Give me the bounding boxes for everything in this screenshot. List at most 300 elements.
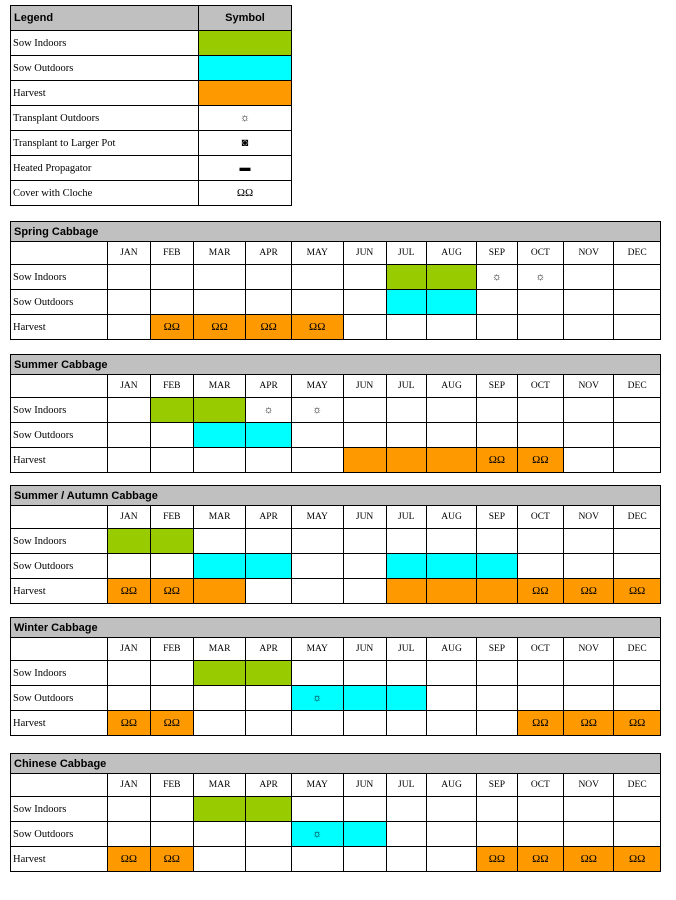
month-label: JUN	[343, 506, 386, 529]
month-label: MAY	[291, 375, 343, 398]
calendar-cell	[108, 315, 151, 340]
legend-header-label: Legend	[11, 6, 199, 31]
month-header-row	[11, 638, 661, 661]
month-label: NOV	[564, 638, 614, 661]
legend-table	[10, 5, 292, 206]
calendar-cell	[246, 554, 291, 579]
calendar-cell	[426, 822, 476, 847]
calendar-cell	[343, 686, 386, 711]
month-label: SEP	[477, 638, 517, 661]
month-label: SEP	[477, 242, 517, 265]
calendar-row	[11, 265, 661, 290]
calendar-row-label: Sow Outdoors	[11, 822, 108, 847]
month-label: OCT	[517, 242, 564, 265]
calendar-cell	[386, 579, 426, 604]
calendar-cell	[386, 290, 426, 315]
calendar-cell	[386, 529, 426, 554]
calendar-row	[11, 554, 661, 579]
calendar-cell	[193, 265, 246, 290]
legend-row	[11, 156, 292, 181]
calendar-cell	[517, 398, 564, 423]
calendar-cell: ☼	[477, 265, 517, 290]
calendar-cell	[564, 290, 614, 315]
month-label: FEB	[150, 638, 193, 661]
calendar-cell	[426, 711, 476, 736]
month-header-blank	[11, 638, 108, 661]
calendar-cell	[386, 315, 426, 340]
calendar-cell: ΩΩ	[517, 448, 564, 473]
calendar-cell	[193, 554, 246, 579]
calendar-cell	[343, 448, 386, 473]
month-label: FEB	[150, 506, 193, 529]
legend-row	[11, 56, 292, 81]
calendar-cell	[246, 711, 291, 736]
calendar-cell	[108, 686, 151, 711]
calendar-cell	[343, 290, 386, 315]
calendar-cell	[517, 529, 564, 554]
calendar-cell: ΩΩ	[108, 579, 151, 604]
calendar-cell	[343, 554, 386, 579]
legend-row	[11, 31, 292, 56]
calendar-cell: ΩΩ	[564, 579, 614, 604]
calendar-cell	[386, 265, 426, 290]
month-label: MAY	[291, 506, 343, 529]
calendar-cell	[614, 661, 661, 686]
calendar-row	[11, 315, 661, 340]
calendar-cell: ΩΩ	[614, 847, 661, 872]
calendar-cell	[343, 315, 386, 340]
legend-row-label: Transplant to Larger Pot	[11, 131, 199, 156]
legend-row-symbol	[199, 31, 292, 56]
month-header-blank	[11, 774, 108, 797]
calendar-cell	[564, 686, 614, 711]
calendar-cell	[426, 797, 476, 822]
month-header-row	[11, 242, 661, 265]
calendar-cell	[291, 847, 343, 872]
calendar-row-label: Sow Indoors	[11, 661, 108, 686]
legend-row-symbol: ◙	[199, 131, 292, 156]
month-label: JAN	[108, 774, 151, 797]
calendar-cell	[426, 661, 476, 686]
month-label: OCT	[517, 506, 564, 529]
month-label: MAR	[193, 506, 246, 529]
calendar-cell: ΩΩ	[517, 579, 564, 604]
calendar-cell	[246, 686, 291, 711]
month-label: JUL	[386, 375, 426, 398]
calendar-cell	[517, 423, 564, 448]
legend-row	[11, 81, 292, 106]
month-label: MAY	[291, 638, 343, 661]
legend-row-symbol	[199, 81, 292, 106]
month-label: JAN	[108, 375, 151, 398]
month-label: AUG	[426, 242, 476, 265]
legend-row-label: Harvest	[11, 81, 199, 106]
calendar-cell: ΩΩ	[246, 315, 291, 340]
calendar-cell	[517, 686, 564, 711]
calendar-cell	[291, 290, 343, 315]
month-label: JAN	[108, 638, 151, 661]
calendar-cell	[343, 579, 386, 604]
calendar-row-label: Sow Outdoors	[11, 686, 108, 711]
calendar-cell: ΩΩ	[193, 315, 246, 340]
month-label: JUL	[386, 506, 426, 529]
calendar-row	[11, 579, 661, 604]
calendar-row-label: Harvest	[11, 711, 108, 736]
calendar-cell	[150, 290, 193, 315]
calendar-cell	[426, 315, 476, 340]
calendar-cell	[477, 423, 517, 448]
calendar-cell	[386, 686, 426, 711]
month-label: JAN	[108, 506, 151, 529]
calendar-cell	[246, 579, 291, 604]
calendar-title: Summer / Autumn Cabbage	[11, 486, 661, 506]
calendar-cell	[426, 554, 476, 579]
calendar-title: Spring Cabbage	[11, 222, 661, 242]
calendar-cell	[614, 448, 661, 473]
calendar-cell	[426, 398, 476, 423]
calendar-cell: ΩΩ	[150, 315, 193, 340]
month-header-row	[11, 774, 661, 797]
calendar-cell	[108, 661, 151, 686]
calendar-row-label: Harvest	[11, 847, 108, 872]
calendar-cell	[246, 797, 291, 822]
calendar-cell	[150, 661, 193, 686]
calendar-cell	[291, 797, 343, 822]
calendar-cell	[386, 711, 426, 736]
legend-row	[11, 181, 292, 206]
calendar-cell	[193, 797, 246, 822]
calendar-row	[11, 529, 661, 554]
calendar-row-label: Harvest	[11, 579, 108, 604]
month-label: JUN	[343, 242, 386, 265]
month-header-blank	[11, 242, 108, 265]
calendar-table	[10, 485, 661, 604]
month-label: AUG	[426, 375, 476, 398]
calendar-cell	[246, 822, 291, 847]
calendar-cell	[477, 315, 517, 340]
calendar-row	[11, 661, 661, 686]
calendar-cell	[386, 822, 426, 847]
calendar-title: Winter Cabbage	[11, 618, 661, 638]
month-label: DEC	[614, 506, 661, 529]
calendar-cell	[150, 423, 193, 448]
calendar-cell	[426, 290, 476, 315]
calendar-cell	[150, 554, 193, 579]
calendar-cell	[246, 529, 291, 554]
calendar-cell	[477, 579, 517, 604]
legend-row	[11, 131, 292, 156]
calendar-cell	[108, 290, 151, 315]
month-label: JUL	[386, 638, 426, 661]
calendar-cell	[291, 554, 343, 579]
calendar-cell	[291, 265, 343, 290]
calendar-cell	[193, 686, 246, 711]
calendar-title: Chinese Cabbage	[11, 754, 661, 774]
calendar-cell: ΩΩ	[477, 847, 517, 872]
calendar-cell	[564, 315, 614, 340]
calendar-cell: ΩΩ	[108, 847, 151, 872]
calendar-cell	[193, 579, 246, 604]
month-label: MAY	[291, 774, 343, 797]
calendar-cell: ☼	[291, 398, 343, 423]
calendar-cell: ΩΩ	[564, 711, 614, 736]
calendar-row	[11, 797, 661, 822]
calendar-cell	[343, 711, 386, 736]
calendar-row	[11, 711, 661, 736]
calendar-cell	[614, 265, 661, 290]
month-header-blank	[11, 506, 108, 529]
calendar-cell: ΩΩ	[150, 847, 193, 872]
calendar-cell	[193, 423, 246, 448]
month-label: APR	[246, 774, 291, 797]
calendar-cell	[426, 529, 476, 554]
calendar-cell: ΩΩ	[517, 847, 564, 872]
month-label: OCT	[517, 774, 564, 797]
month-label: DEC	[614, 242, 661, 265]
calendar-cell: ☼	[291, 686, 343, 711]
calendar-cell	[386, 423, 426, 448]
calendar-cell	[517, 290, 564, 315]
calendar-cell	[108, 423, 151, 448]
calendar-cell	[150, 529, 193, 554]
calendar-cell	[614, 290, 661, 315]
month-label: JUL	[386, 242, 426, 265]
calendar-cell	[291, 448, 343, 473]
calendar-cell	[343, 529, 386, 554]
calendar-cell	[477, 398, 517, 423]
month-label: OCT	[517, 638, 564, 661]
calendar-cell	[564, 797, 614, 822]
calendar-cell	[426, 448, 476, 473]
legend-row-label: Heated Propagator	[11, 156, 199, 181]
month-label: APR	[246, 375, 291, 398]
calendar-cell	[477, 529, 517, 554]
calendar-row-label: Sow Indoors	[11, 797, 108, 822]
calendar-row	[11, 847, 661, 872]
calendar-cell: ΩΩ	[614, 711, 661, 736]
calendar-cell	[291, 423, 343, 448]
calendar-cell	[426, 847, 476, 872]
calendar-cell: ΩΩ	[517, 711, 564, 736]
calendar-cell	[343, 423, 386, 448]
calendar-cell	[477, 686, 517, 711]
calendar-table	[10, 617, 661, 736]
calendar-cell	[517, 661, 564, 686]
legend-row	[11, 106, 292, 131]
calendar-cell	[517, 822, 564, 847]
month-label: FEB	[150, 242, 193, 265]
month-label: JAN	[108, 242, 151, 265]
month-label: JUL	[386, 774, 426, 797]
month-label: NOV	[564, 774, 614, 797]
calendar-cell	[246, 423, 291, 448]
calendar-cell: ΩΩ	[150, 711, 193, 736]
month-label: MAR	[193, 774, 246, 797]
calendar-cell	[477, 822, 517, 847]
calendar-cell	[246, 847, 291, 872]
calendar-cell	[614, 315, 661, 340]
calendar-cell	[291, 529, 343, 554]
calendar-cell	[150, 686, 193, 711]
calendar-cell	[477, 797, 517, 822]
calendar-cell	[193, 529, 246, 554]
calendar-cell	[614, 822, 661, 847]
calendar-cell	[343, 797, 386, 822]
calendar-cell	[614, 529, 661, 554]
calendar-table	[10, 354, 661, 473]
calendar-cell	[193, 847, 246, 872]
calendar-cell	[426, 423, 476, 448]
calendar-cell: ΩΩ	[150, 579, 193, 604]
calendar-cell	[108, 797, 151, 822]
month-label: AUG	[426, 506, 476, 529]
month-label: APR	[246, 506, 291, 529]
calendar-cell	[477, 711, 517, 736]
calendar-cell	[246, 265, 291, 290]
calendar-cell	[477, 554, 517, 579]
month-header-row	[11, 506, 661, 529]
calendar-row-label: Sow Outdoors	[11, 423, 108, 448]
calendar-cell	[150, 265, 193, 290]
month-label: SEP	[477, 774, 517, 797]
month-label: MAR	[193, 375, 246, 398]
month-label: MAR	[193, 638, 246, 661]
month-header-row	[11, 375, 661, 398]
calendar-cell	[564, 822, 614, 847]
calendar-cell	[150, 797, 193, 822]
calendar-cell	[343, 661, 386, 686]
calendar-cell	[193, 711, 246, 736]
calendar-cell	[614, 554, 661, 579]
calendar-cell	[193, 661, 246, 686]
calendar-cell	[477, 661, 517, 686]
calendar-cell: ΩΩ	[614, 579, 661, 604]
calendar-row	[11, 448, 661, 473]
month-label: NOV	[564, 242, 614, 265]
calendar-cell	[150, 398, 193, 423]
calendar-row-label: Sow Outdoors	[11, 554, 108, 579]
calendar-cell	[386, 797, 426, 822]
month-label: DEC	[614, 638, 661, 661]
calendar-row-label: Sow Indoors	[11, 398, 108, 423]
month-label: SEP	[477, 506, 517, 529]
month-label: MAY	[291, 242, 343, 265]
calendar-cell	[291, 661, 343, 686]
calendar-cell	[150, 448, 193, 473]
calendar-row	[11, 822, 661, 847]
month-label: APR	[246, 638, 291, 661]
legend-row-label: Sow Indoors	[11, 31, 199, 56]
calendar-cell: ΩΩ	[108, 711, 151, 736]
calendar-cell	[564, 398, 614, 423]
calendar-cell	[564, 554, 614, 579]
calendar-cell	[343, 398, 386, 423]
calendar-cell	[564, 529, 614, 554]
month-label: APR	[246, 242, 291, 265]
calendar-row-label: Harvest	[11, 315, 108, 340]
month-header-blank	[11, 375, 108, 398]
calendar-cell	[517, 554, 564, 579]
legend-row-symbol: ☼	[199, 106, 292, 131]
calendar-cell	[150, 822, 193, 847]
calendar-cell	[343, 822, 386, 847]
calendar-cell	[246, 290, 291, 315]
month-label: SEP	[477, 375, 517, 398]
month-label: OCT	[517, 375, 564, 398]
month-label: NOV	[564, 506, 614, 529]
calendar-cell	[614, 797, 661, 822]
calendar-table	[10, 221, 661, 340]
month-label: FEB	[150, 375, 193, 398]
calendar-cell	[343, 847, 386, 872]
calendar-cell	[246, 448, 291, 473]
calendar-cell	[108, 265, 151, 290]
legend-row-symbol: ΩΩ	[199, 181, 292, 206]
legend-body	[11, 6, 292, 206]
calendar-row	[11, 686, 661, 711]
calendar-cell	[386, 847, 426, 872]
month-label: JUN	[343, 774, 386, 797]
month-label: JUN	[343, 375, 386, 398]
calendar-cell	[108, 398, 151, 423]
month-label: JUN	[343, 638, 386, 661]
calendar-row	[11, 290, 661, 315]
legend-row-label: Transplant Outdoors	[11, 106, 199, 131]
calendar-cell: ☼	[246, 398, 291, 423]
calendar-cell	[108, 529, 151, 554]
calendar-cell: ΩΩ	[291, 315, 343, 340]
calendar-table	[10, 753, 661, 872]
month-label: NOV	[564, 375, 614, 398]
calendar-cell	[343, 265, 386, 290]
month-label: FEB	[150, 774, 193, 797]
calendar-cell	[291, 579, 343, 604]
calendar-cell	[108, 448, 151, 473]
calendar-cell	[193, 822, 246, 847]
calendar-cell	[614, 398, 661, 423]
calendar-cell	[477, 290, 517, 315]
calendar-cell	[517, 797, 564, 822]
calendar-cell	[108, 822, 151, 847]
legend-header-row	[11, 6, 292, 31]
calendar-cell	[564, 423, 614, 448]
calendar-cell	[386, 554, 426, 579]
legend-row-symbol	[199, 56, 292, 81]
legend-row-label: Cover with Cloche	[11, 181, 199, 206]
calendar-cell	[426, 265, 476, 290]
calendar-row-label: Sow Indoors	[11, 529, 108, 554]
calendar-cell	[564, 265, 614, 290]
calendar-cell	[386, 398, 426, 423]
calendar-cell	[564, 448, 614, 473]
calendar-row-label: Harvest	[11, 448, 108, 473]
calendar-cell: ☼	[291, 822, 343, 847]
calendar-cell	[193, 398, 246, 423]
calendar-row-label: Sow Outdoors	[11, 290, 108, 315]
calendar-cell	[193, 448, 246, 473]
month-label: DEC	[614, 774, 661, 797]
calendar-cell	[291, 711, 343, 736]
calendar-cell: ΩΩ	[564, 847, 614, 872]
calendar-cell	[614, 686, 661, 711]
calendar-cell	[426, 579, 476, 604]
calendar-row	[11, 398, 661, 423]
legend-row-symbol: ▬	[199, 156, 292, 181]
legend-row-label: Sow Outdoors	[11, 56, 199, 81]
calendar-cell	[426, 686, 476, 711]
calendar-row	[11, 423, 661, 448]
calendar-cell	[517, 315, 564, 340]
